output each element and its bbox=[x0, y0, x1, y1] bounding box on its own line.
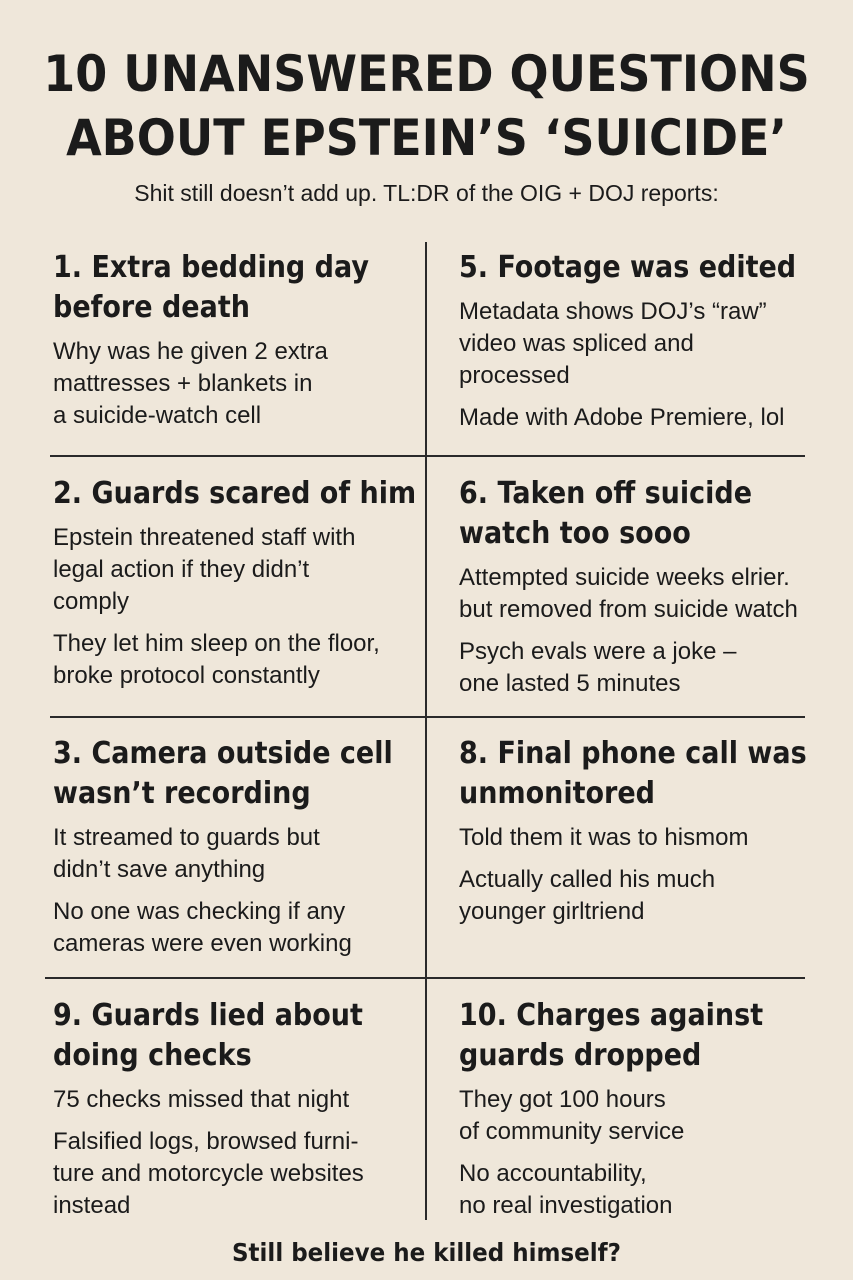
question-card-2 bbox=[53, 474, 425, 702]
question-detail: Attempted suicide weeks elrier. but removed from suicide watch bbox=[459, 564, 798, 623]
grid-divider-3 bbox=[45, 977, 805, 979]
title-line-2: ABOUT EPSTEIN’S ‘SUICIDE’ bbox=[66, 109, 787, 167]
subtitle: Shit still doesn’t add up. TL:DR of the OIG + DOJ reports: bbox=[134, 180, 719, 206]
question-card-10 bbox=[459, 996, 839, 1232]
question-card-1 bbox=[53, 248, 425, 442]
question-detail: Falsified logs, browsed furni- ture and motorcycle websites instead bbox=[53, 1128, 364, 1219]
question-detail: 75 checks missed that night bbox=[53, 1086, 350, 1113]
question-title: 8. Final phone call was unmonitored bbox=[459, 736, 807, 811]
question-detail: Told them it was to hismom bbox=[459, 824, 749, 851]
question-detail: They let him sleep on the floor, broke protocol constantly bbox=[53, 630, 380, 689]
grid-divider-1 bbox=[50, 455, 805, 457]
question-card-5 bbox=[459, 248, 839, 444]
question-title: 5. Footage was edited bbox=[459, 250, 797, 285]
question-detail: Why was he given 2 extra mattresses + blankets in a suicide-watch cell bbox=[53, 338, 328, 429]
question-title: 1. Extra bedding day before death bbox=[53, 250, 369, 325]
title-line-1: 10 UNANSWERED QUESTIONS bbox=[43, 45, 810, 103]
closing-question: Still believe he killed himself? bbox=[231, 1238, 621, 1267]
grid-vertical-divider bbox=[425, 242, 427, 1220]
question-detail: Made with Adobe Premiere, lol bbox=[459, 404, 785, 431]
question-title: 2. Guards scared of him bbox=[53, 476, 417, 511]
question-title: 10. Charges against guards dropped bbox=[459, 998, 764, 1073]
question-detail: No accountability, no real investigation bbox=[459, 1160, 673, 1219]
question-detail: Metadata shows DOJ’s “raw” video was spliced and processed bbox=[459, 298, 767, 389]
question-card-9 bbox=[53, 996, 425, 1232]
question-card-3 bbox=[53, 734, 425, 970]
question-detail: They got 100 hours of community service bbox=[459, 1086, 685, 1145]
question-card-6 bbox=[459, 474, 839, 710]
question-detail: Actually called his much younger girltriend bbox=[459, 866, 716, 925]
question-detail: No one was checking if any cameras were even working bbox=[53, 898, 352, 957]
grid-divider-2 bbox=[50, 716, 805, 718]
question-title: 9. Guards lied about doing checks bbox=[53, 998, 363, 1073]
question-detail: It streamed to guards but didn’t save anything bbox=[53, 824, 320, 883]
question-detail: Epstein threatened staff with legal action if they didn’t comply bbox=[53, 524, 356, 615]
question-title: 6. Taken off suicide watch too sooo bbox=[459, 476, 753, 551]
question-card-8 bbox=[459, 734, 839, 938]
question-detail: Psych evals were a joke – one lasted 5 minutes bbox=[459, 638, 737, 697]
question-title: 3. Camera outside cell wasn’t recording bbox=[53, 736, 393, 811]
